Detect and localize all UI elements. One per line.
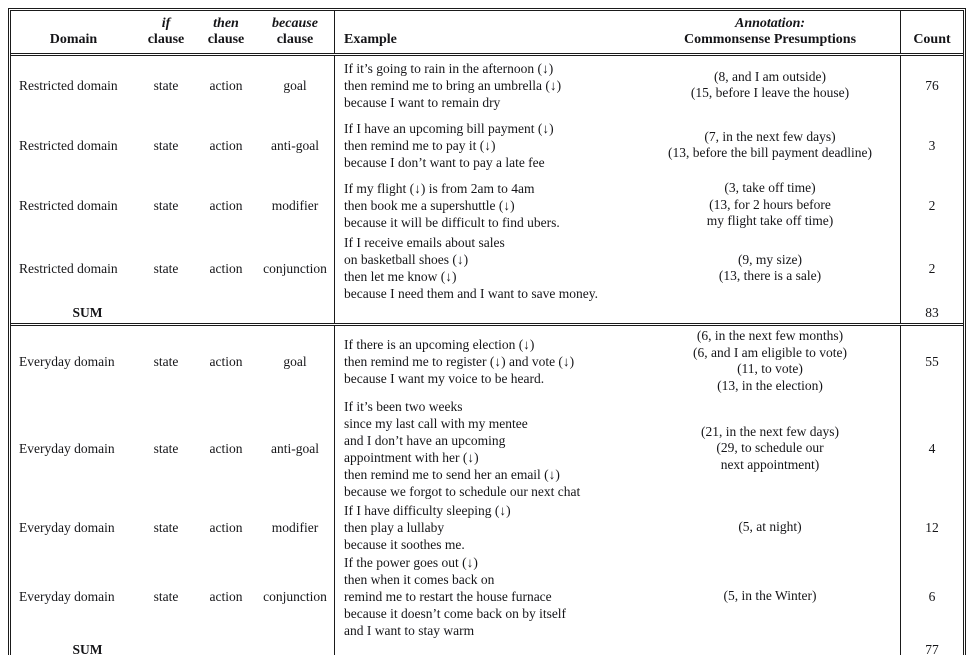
annotation-line: (3, take off time): [724, 180, 816, 196]
example-line: If the power goes out (↓): [344, 555, 478, 570]
example-line: appointment with her (↓): [344, 449, 479, 465]
header-annotation: [640, 11, 900, 53]
example-line: and I don’t have an upcoming: [344, 432, 506, 448]
if-clause-cell: state: [153, 589, 179, 604]
table-row: [11, 396, 963, 501]
example-line: and I want to stay warm: [344, 623, 475, 638]
empty-cell: [334, 302, 640, 323]
example-line: then remind me to send her an email (↓): [344, 466, 560, 482]
header-because-top: because: [272, 16, 318, 31]
example-cell: [334, 114, 640, 176]
because-clause-cell: conjunction: [263, 260, 327, 276]
table-row: [11, 176, 963, 234]
annotation-cell: [640, 501, 900, 554]
if-clause-cell: state: [153, 77, 179, 93]
because-clause-cell: anti-goal: [271, 137, 319, 153]
sum-row: [11, 639, 963, 655]
example-line: because it soothes me.: [344, 537, 465, 552]
then-clause-cell: action: [209, 260, 243, 276]
empty-cell: [136, 302, 196, 323]
empty-cell: [640, 639, 900, 655]
example-line: since my last call with my mentee: [344, 415, 528, 431]
example-line: then play a lullaby: [344, 520, 445, 535]
domain-cell: Everyday domain: [19, 353, 115, 369]
table-row: [11, 554, 963, 639]
example-line: then let me know (↓): [344, 269, 457, 284]
example-cell: [334, 396, 640, 501]
header-then-clause: [196, 11, 256, 53]
annotation-line: (29, to schedule our: [716, 440, 824, 456]
example-line: then book me a supershuttle (↓): [344, 197, 515, 213]
annotation-line: (9, my size): [737, 251, 803, 267]
empty-cell: [136, 639, 196, 655]
because-clause-cell: goal: [283, 353, 307, 369]
if-clause-cell: state: [153, 520, 179, 535]
header-example: Example: [334, 11, 640, 53]
domain-cell: Everyday domain: [19, 441, 115, 456]
annotation-cell: [640, 326, 900, 396]
header-then-top: then: [213, 16, 239, 31]
annotation-line: my flight take off time): [706, 213, 834, 229]
count-cell: 4: [900, 396, 963, 501]
empty-cell: [196, 302, 256, 323]
example-line: remind me to restart the house furnace: [344, 589, 552, 604]
empty-cell: [334, 639, 640, 655]
then-clause-cell: action: [209, 353, 243, 369]
header-if-top: if: [161, 16, 171, 31]
domain-cell: Restricted domain: [19, 260, 118, 276]
domain-cell: Everyday domain: [19, 589, 115, 604]
sum-count-cell: 83: [900, 302, 963, 323]
then-clause-cell: action: [209, 589, 243, 604]
header-then-bottom: clause: [207, 32, 245, 47]
table-header-row: [11, 11, 963, 56]
annotation-line: (15, before I leave the house): [690, 85, 850, 100]
annotation-cell: [640, 396, 900, 501]
because-clause-cell: modifier: [271, 197, 319, 213]
annotation-line: (5, in the Winter): [723, 588, 817, 604]
annotation-cell: [640, 56, 900, 114]
empty-cell: [196, 639, 256, 655]
annotation-line: (13, in the election): [717, 377, 823, 393]
example-line: because it will be difficult to find ubers.: [344, 214, 560, 230]
example-line: because we forgot to schedule our next chat: [344, 483, 581, 499]
count-cell: 55: [900, 326, 963, 396]
count-cell: 76: [900, 56, 963, 114]
count-cell: 12: [900, 501, 963, 554]
annotation-line: (21, in the next few days): [701, 423, 839, 439]
annotation-line: (6, and I am eligible to vote): [692, 344, 848, 360]
example-line: because I don’t want to pay a late fee: [344, 154, 545, 170]
annotation-cell: [640, 234, 900, 302]
example-cell: [334, 326, 640, 396]
because-clause-cell: conjunction: [263, 589, 327, 604]
then-clause-cell: action: [209, 520, 243, 535]
annotation-cell: [640, 554, 900, 639]
header-because-bottom: clause: [276, 32, 314, 47]
table-row: [11, 114, 963, 176]
example-line: If I receive emails about sales: [344, 235, 505, 250]
if-clause-cell: state: [153, 353, 179, 369]
domain-cell: Restricted domain: [19, 77, 118, 93]
annotation-line: next appointment): [720, 456, 820, 472]
example-line: then remind me to bring an umbrella (↓): [344, 77, 562, 93]
annotation-line: (8, and I am outside): [713, 68, 827, 84]
because-clause-cell: anti-goal: [271, 441, 319, 456]
then-clause-cell: action: [209, 441, 243, 456]
if-clause-cell: state: [153, 137, 179, 153]
example-line: then remind me to pay it (↓): [344, 137, 496, 153]
then-clause-cell: action: [209, 197, 243, 213]
example-line: If I have difficulty sleeping (↓): [344, 503, 511, 518]
header-if-clause: [136, 11, 196, 53]
example-line: because I want to remain dry: [344, 94, 501, 110]
header-count: Count: [900, 11, 963, 53]
table-row: [11, 326, 963, 396]
sum-label: SUM: [72, 642, 103, 655]
example-cell: [334, 56, 640, 114]
annotation-line: (6, in the next few months): [696, 328, 844, 343]
count-cell: 6: [900, 554, 963, 639]
example-line: If my flight (↓) is from 2am to 4am: [344, 180, 535, 196]
annotation-line: (13, there is a sale): [718, 268, 822, 283]
header-annotation-bottom: Commonsense Presumptions: [683, 32, 857, 47]
because-clause-cell: modifier: [271, 520, 319, 535]
sum-label: SUM: [72, 305, 103, 320]
count-cell: 3: [900, 114, 963, 176]
example-line: then remind me to register (↓) and vote (↓): [344, 353, 575, 369]
example-line: on basketball shoes (↓): [344, 252, 469, 267]
domain-cell: Restricted domain: [19, 137, 118, 153]
annotation-table: [8, 8, 966, 655]
table-row: [11, 501, 963, 554]
domain-cell: Restricted domain: [19, 197, 118, 213]
header-because-clause: [256, 11, 334, 53]
if-clause-cell: state: [153, 260, 179, 276]
example-cell: [334, 501, 640, 554]
annotation-cell: [640, 114, 900, 176]
example-line: because it doesn’t come back on by itself: [344, 606, 567, 621]
count-cell: 2: [900, 176, 963, 234]
annotation-line: (13, for 2 hours before: [709, 196, 831, 212]
example-line: If it’s going to rain in the afternoon (↓): [344, 60, 554, 76]
example-line: because I need them and I want to save money.: [344, 286, 599, 301]
example-line: then when it comes back on: [344, 572, 495, 587]
example-line: If it’s been two weeks: [344, 398, 463, 414]
because-clause-cell: goal: [283, 77, 307, 93]
example-cell: [334, 176, 640, 234]
empty-cell: [256, 302, 334, 323]
if-clause-cell: state: [153, 441, 179, 456]
then-clause-cell: action: [209, 77, 243, 93]
empty-cell: [256, 639, 334, 655]
example-line: If I have an upcoming bill payment (↓): [344, 120, 554, 136]
header-annotation-top: Annotation:: [734, 16, 806, 31]
example-line: because I want my voice to be heard.: [344, 370, 545, 386]
then-clause-cell: action: [209, 137, 243, 153]
table-row: [11, 56, 963, 114]
example-line: If there is an upcoming election (↓): [344, 336, 535, 352]
annotation-line: (7, in the next few days): [704, 128, 836, 144]
if-clause-cell: state: [153, 197, 179, 213]
count-cell: 2: [900, 234, 963, 302]
sum-row: [11, 302, 963, 323]
empty-cell: [640, 302, 900, 323]
example-cell: [334, 234, 640, 302]
domain-cell: Everyday domain: [19, 520, 115, 535]
annotation-line: (5, at night): [738, 519, 802, 535]
annotation-line: (11, to vote): [737, 361, 803, 376]
sum-count-cell: 77: [900, 639, 963, 655]
annotation-cell: [640, 176, 900, 234]
table-row: [11, 234, 963, 302]
header-if-bottom: clause: [147, 32, 185, 47]
example-cell: [334, 554, 640, 639]
header-domain: Domain: [49, 32, 98, 47]
annotation-line: (13, before the bill payment deadline): [668, 145, 872, 160]
